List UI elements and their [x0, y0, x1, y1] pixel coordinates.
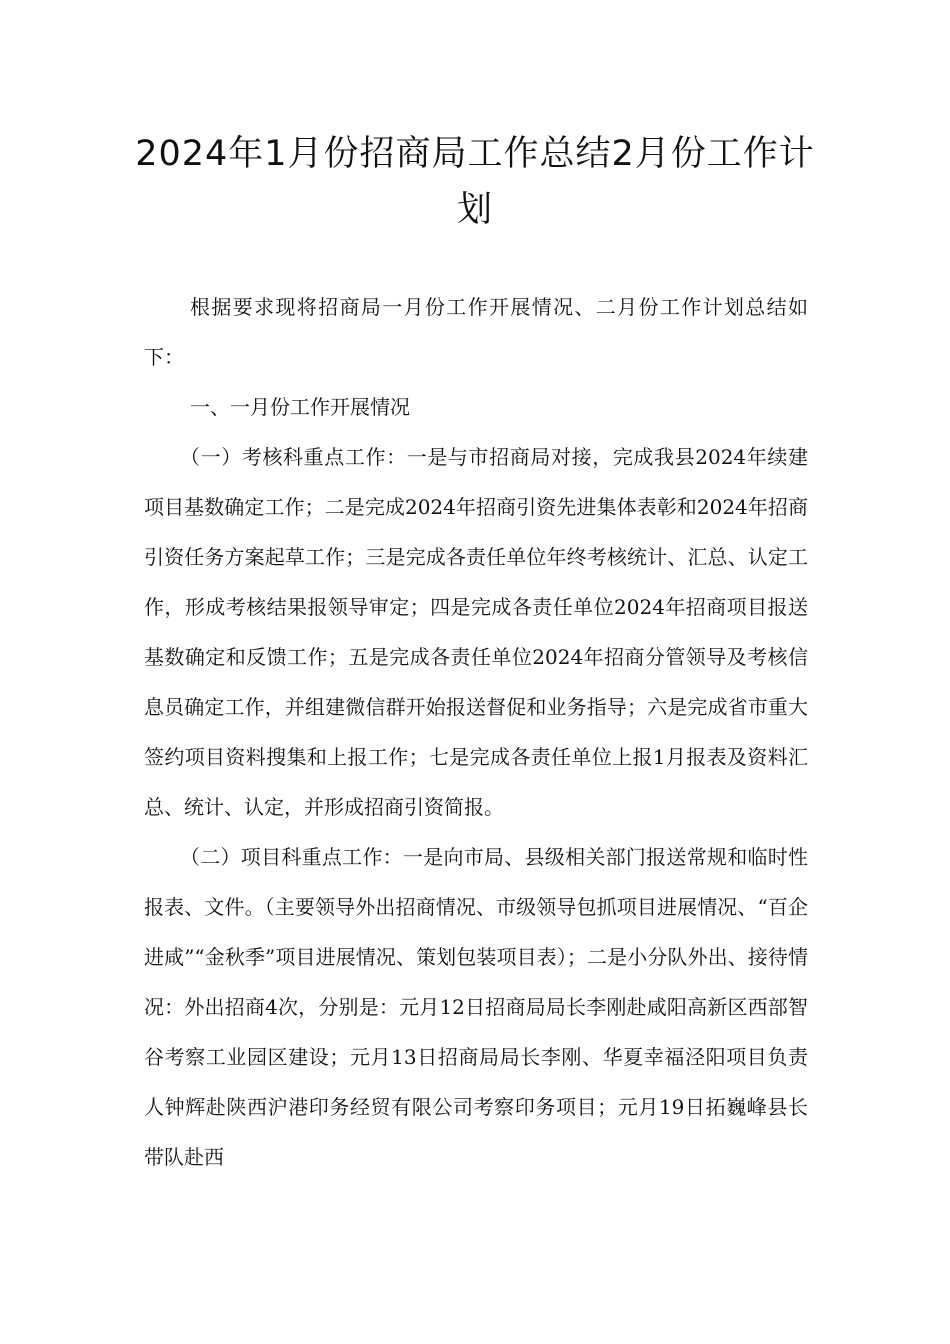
section-heading-1: 一、一月份工作开展情况 [190, 395, 410, 419]
document-title: 2024年1月份招商局工作总结2月份工作计划 [135, 134, 815, 230]
intro-paragraph: 根据要求现将招商局一月份工作开展情况、二月份工作计划总结如下： [144, 295, 808, 369]
project-section-paragraph: （二）项目科重点工作：一是向市局、县级相关部门报送常规和临时性报表、文件。（主要领导外出招商情况、市级领导包抓项目进展情况、“百企进咸”“金秋季”项目进展情况、策划包装项目表）；二是小分队外出、接待情况：外出招商4次，分别是：元月12日招商局局长李刚赴咸阳高新区西部智谷考察工业园区建设；元月13日招商局局长李刚、华夏幸福泾阳项目负责人钟辉赴陕西沪港印务经贸有限公司考察印务项目；元月19日拓巍峰县长带队赴西 [144, 845, 808, 1169]
document-body [144, 282, 808, 1182]
assessment-section-paragraph: （一）考核科重点工作：一是与市招商局对接，完成我县2024年续建项目基数确定工作；二是完成2024年招商引资先进集体表彰和2024年招商引资任务方案起草工作；三是完成各责任单位年终考核统计、汇总、认定工作，形成考核结果报领导审定；四是完成各责任单位2024年招商项目报送基数确定和反馈工作；五是完成各责任单位2024年招商分管领导及考核信息员确定工作，并组建微信群开始报送督促和业务指导；六是完成省市重大签约项目资料搜集和上报工作；七是完成各责任单位上报1月报表及资料汇总、统计、认定，并形成招商引资简报。 [144, 445, 808, 819]
